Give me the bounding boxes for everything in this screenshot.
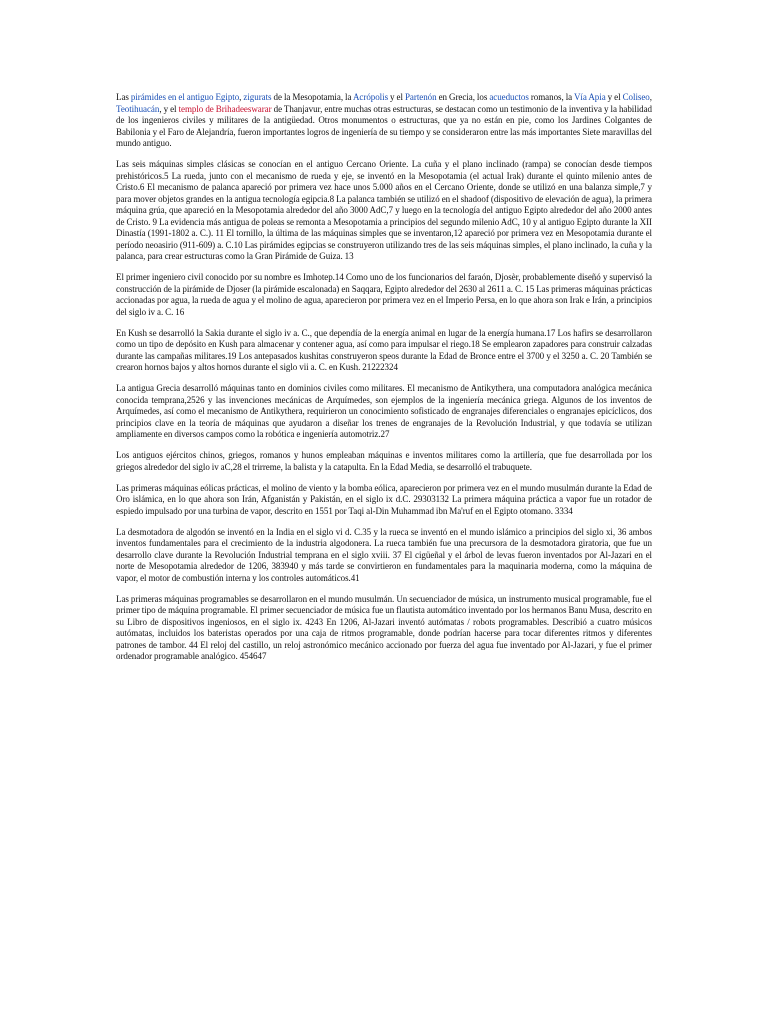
text-fragment: , [239,92,244,102]
paragraph-imhotep: El primer ingeniero civil conocido por su nombre es Imhotep.14 Como uno de los funcionarios del faraón, Djosèr, probablemente diseñó y supervisó la construcción de la pirámide de Djoser (la pirámide escalonada) en Saqqara, Egipto alrededor del 2630 al 2611 a. C. 15 Las primeras máquinas prácticas accionadas por agua, la rueda de agua y el molino de agua, aparecieron por primera vez en el Imperio Persa, en lo que ahora son Irak e Irán, a principios del siglo iv a. C. 16 [116,272,652,317]
paragraph-ancient-greece: La antigua Grecia desarrolló máquinas tanto en dominios civiles como militares. El mecanismo de Antikythera, una computadora analógica mecánica conocida temprana,2526 y las invenciones mecánicas de Arquímedes, son ejemplos de la ingeniería mecánica griega. Algunos de los inventos de Arquímedes, así como el mecanismo de Antikythera, requirieron un conocimiento sofisticado de engranajes diferenciales o engranajes epicíclicos, dos principios clave en la teoría de máquinas que ayudaron a diseñar los trenes de engranajes de la Revolución Industrial, y que todavía se utilizan ampliamente en diversos campos como la robótica e ingeniería automotriz.27 [116,383,652,439]
link-piramides-egipto[interactable]: pirámides en el antiguo Egipto [130,92,240,102]
link-partenon[interactable]: Partenón [404,92,437,102]
link-zigurats[interactable]: zigurats [243,92,272,102]
text-fragment: , y el [159,103,179,114]
link-coliseo[interactable]: Coliseo [622,92,650,102]
paragraph-simple-machines: Las seis máquinas simples clásicas se conocían en el antiguo Cercano Oriente. La cuña y el plano inclinado (rampa) se conocían desde tiempos prehistóricos.5 La rueda, junto con el mecanismo de rueda y eje, se inventó en la Mesopotamia (el actual Irak) durante el quinto milenio antes de Cristo.6 El mecanismo de palanca apareció por primera vez hace unos 5.000 años en el Cercano Oriente, donde se utilizó en una balanza simple,7 y para mover objetos grandes en la antigua tecnología egipcia.8 La palanca también se utilizó en el shadoof (dispositivo de elevación de agua), la primera máquina grúa, que apareció en la Mesopotamia alrededor del año 3000 AdC,7 y luego en la tecnología del antiguo Egipto alrededor del año 2000 antes de Cristo. 9 La evidencia más antigua de poleas se remonta a Mesopotamia a principios del segundo milenio AdC, 10 y al antiguo Egipto durante la XII Dinastía (1991-1802 a. C.). 11 El tornillo, la última de las máquinas simples que se inventaron,12 apareció por primera vez en Mesopotamia durante el período neoasirio (911-609) a. C.10 Las pirámides egipcias se construyeron utilizando tres de las seis máquinas simples, el plano inclinado, la cuña y la palanca, para crear estructuras como la Gran Pirámide de Guiza. 13 [116,159,652,261]
text-fragment: de Thanjavur, entre muchas otras estructuras, se destacan como un testimonio de la inventiva y la habilidad de los ingenieros civiles y militares de la antigüedad. Otros monumentos o estructuras, que ya no están en pie, como los Jardines Colgantes de Babilonia y el Faro de Alejandría, fueron importantes logros de ingeniería de su tiempo y se consideraron entre las más importantes Siete maravillas del mundo antiguo. [116,103,652,148]
text-fragment: de la Mesopotamia, la [271,92,353,102]
paragraph-wind-machines: Las primeras máquinas eólicas prácticas, el molino de viento y la bomba eólica, aparecieron por primera vez en el mundo musulmán durante la Edad de Oro islámica, en lo que ahora son Irán, Afganistán y Pakistán, en el siglo ix d.C. 29303132 La primera máquina práctica a vapor fue un rotador de espiedo impulsado por una turbina de vapor, descrito en 1551 por Taqi al-Din Muhammad ibn Ma'ruf en el Egipto otomano. 3334 [116,482,652,516]
paragraph-military-machines: Los antiguos ejércitos chinos, griegos, romanos y hunos empleaban máquinas e inventos militares como la artillería, que fue desarrollada por los griegos alrededor del siglo iv aC,28 el trirreme, la balista y la catapulta. En la Edad Media, se desarrolló el trabuquete. [116,450,652,472]
paragraph-kush: En Kush se desarrolló la Sakia durante el siglo iv a. C., que dependía de la energía animal en lugar de la energía humana.17 Los hafirs se desarrollaron como un tipo de depósito en Kush para almacenar y contener agua, así como para impulsar el riego.18 Se emplearon zapadores para construir calzadas durante las campañas militares.19 Los antepasados kushitas construyeron speos durante la Edad de Bronce entre el 3700 y el 3250 a. C. 20 También se crearon hornos bajos y altos hornos durante el siglo vii a. C. en Kush. 21222324 [116,327,652,372]
text-fragment: en Grecia, los [436,92,490,102]
paragraph-cotton-gin: La desmotadora de algodón se inventó en la India en el siglo vi d. C.35 y la rueca se inventó en el mundo islámico a principios del siglo xi, 36 ambos inventos fundamentales para el crecimiento de la industria algodonera. La rueca también fue una precursora de la desmotadora giratoria, que fue un desarrollo clave durante la Revolución Industrial temprana en el siglo xviii. 37 El cigüeñal y el árbol de levas fueron inventados por Al-Jazari en el norte de Mesopotamia alrededor de 1206, 383940 y más tarde se convirtieron en fundamentales para la maquinaria moderna, como la máquina de vapor, el motor de combustión interna y los controles automáticos.41 [116,526,652,583]
link-via-apia[interactable]: Vía Apia [573,92,606,102]
link-acropolis[interactable]: Acrópolis [352,92,389,102]
text-fragment: Las [116,92,131,102]
document-body [116,92,652,672]
link-templo-brihadeeswarar[interactable]: templo de Brihadeeswarar [178,103,272,114]
text-fragment: y el [388,92,405,102]
text-fragment: , [649,92,652,102]
paragraph-ancient-structures [116,92,652,150]
text-fragment: y el [605,92,623,102]
link-teotihuacan[interactable]: Teotihuacán [116,103,160,114]
text-fragment: romanos, la [528,92,574,102]
link-acueductos[interactable]: acueductos [489,92,529,102]
paragraph-programmable-machines: Las primeras máquinas programables se desarrollaron en el mundo musulmán. Un secuenciador de música, un instrumento musical programable, fue el primer tipo de máquina programable. El primer secuenciador de música fue un flautista automático inventado por los hermanos Banu Musa, descrito en su Libro de dispositivos ingeniosos, en el siglo ix. 4243 En 1206, Al-Jazari inventó autómatas / robots programables. Describió a cuatro músicos autómatas, incluidos los bateristas operados por una caja de ritmos programable, donde podrían hacerse para tocar diferentes ritmos y diferentes patrones de tambor. 44 El reloj del castillo, un reloj astronómico mecánico accionado por fuerza del agua fue inventado por Al-Jazari, y fue el primer ordenador programable analógico. 454647 [116,593,652,661]
